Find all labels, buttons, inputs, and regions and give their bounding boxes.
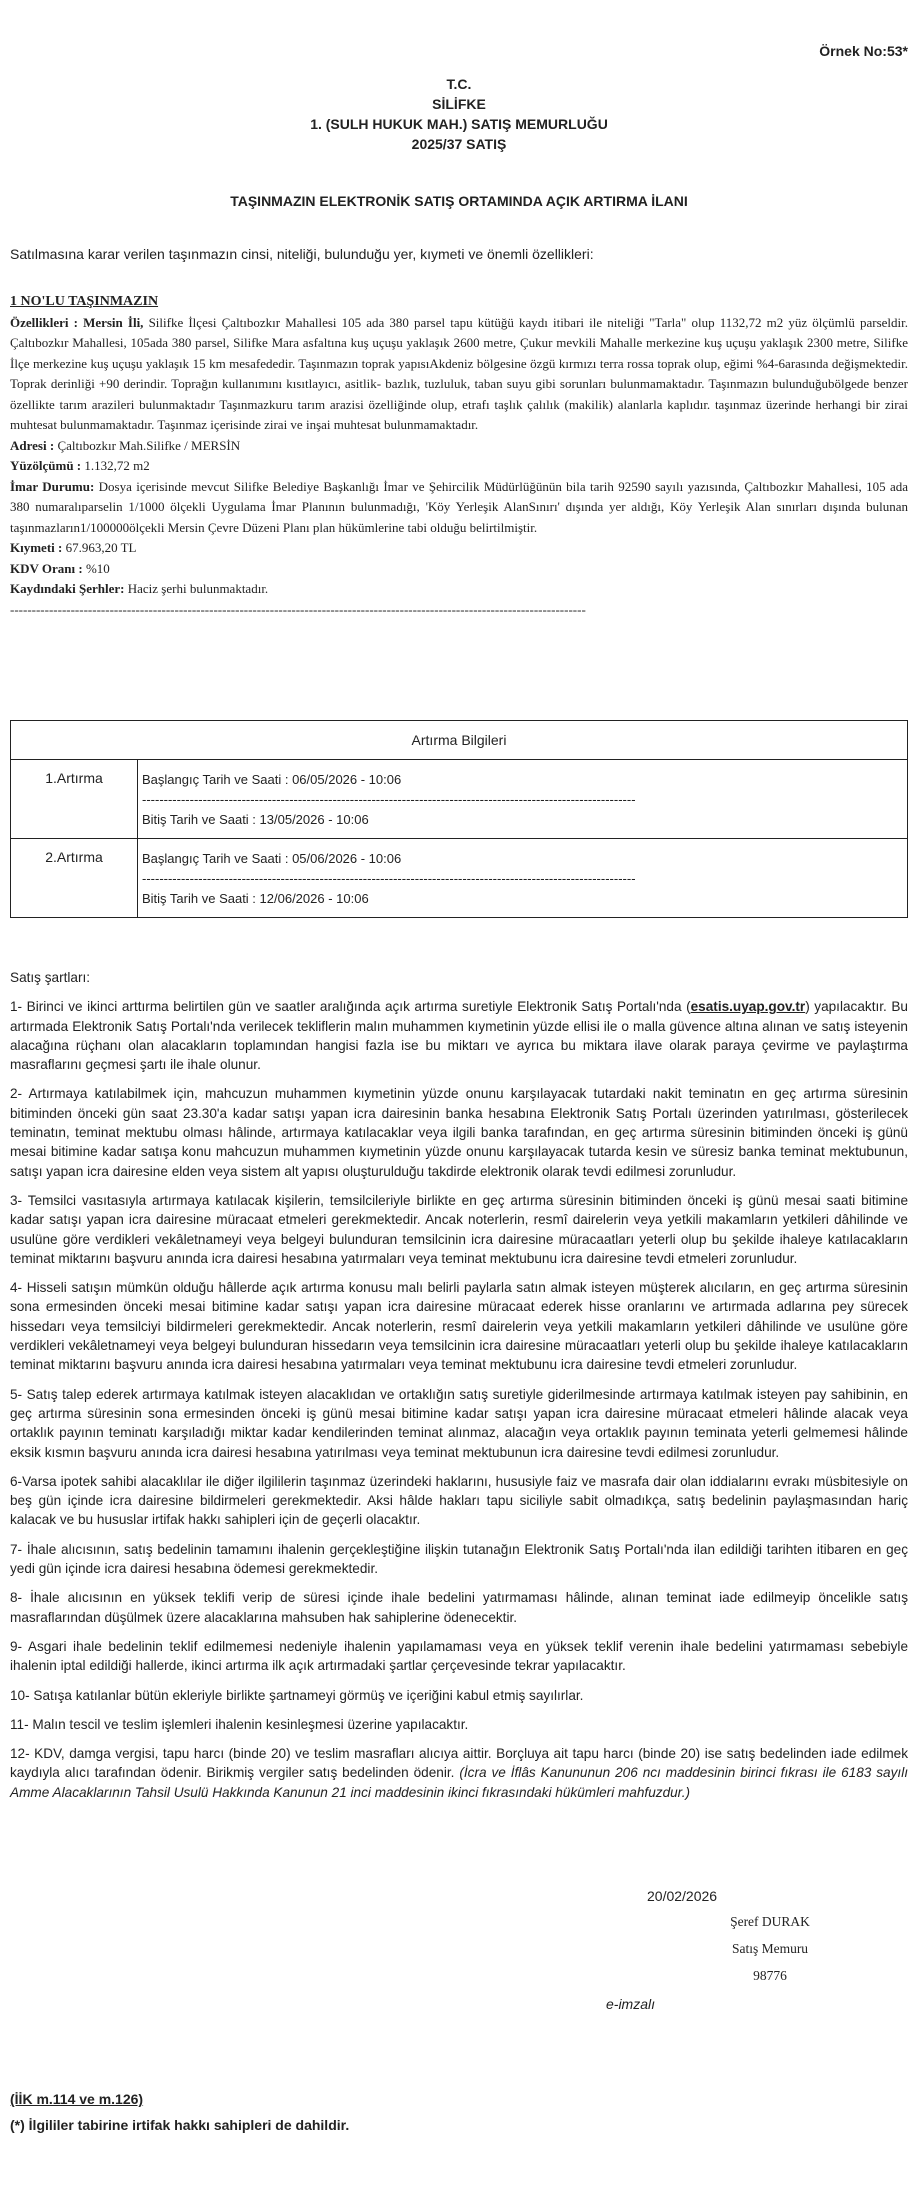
property-value (10, 538, 908, 559)
property-zoning (10, 477, 908, 539)
condition-6: 6-Varsa ipotek sahibi alacaklılar ile diğer ilgililerin taşınmaz üzerindeki haklarını, hususiyle faiz ve masrafa dair olan iddialarını evrakı müsbitesiyle on beş gün içinde icra dairesine bildirmeleri gerekmektedir. Aksi hâlde hakları tapu siciliyle sabit olmadıkça, satış bedelinin paylaşmasından hariç kalacak ve bu hususlar irtifak hakkı sahipleri için de geçerli olacaktır. (10, 1473, 908, 1528)
features-text: Silifke İlçesi Çaltıbozkır Mahallesi 105 ada 380 parsel tapu kütüğü kaydı itibari ile niteliği "Tarla" olup 1132,72 m2 yüz ölçümlü parseldir. Çaltıbozkır Mahallesi, 105ada 380 parsel, Silifke Mara asfaltına kuş uçuşu yaklaşık 2600 metre, Çukur mevkili Mahalle merkezine kuş uçuşu yaklaşık 2300 metre, Silifke İlçe merkezine kuş uçuşu yaklaşık 15 km mesafededir. Taşınmazın toprak yapısıAkdeniz bölgesine özgü kırmızı terra rossa toprak olup, eğimi %4-6arasında değişmektedir. Toprak derinliği +90 derindir. Toprağın kullanımını kısıtlayıcı, asitlik- bazlık, tuzluluk, taban suyu gibi sorunları bulunmamaktadır. Taşınmazın bulunduğubölgede benzer özellikte tarım arazileri bulunmaktadır Taşınmazkuru tarım arazisi özelliğinde olup, etrafı taşlık çalılık (makilik) alanlarla kaplıdır. taşınmaz üzerinde herhangi bir zirai muhtesat bulunmamaktadır. Taşınmaz içerisinde zirai ve inşai muhtesat bulunmamaktadır. (10, 314, 908, 432)
legal-reference-text: (İİK m.114 ve m.126) (10, 2091, 144, 2107)
condition-12 (10, 1744, 908, 1802)
annotations-value: Haciz şerhi bulunmaktadır. (124, 581, 269, 596)
condition-1-text-b: ) yapılacaktır. Bu artırmada Elektronik Satış Portalı'nda verilecek tekliflerin malın muhammen kıymetinin yüzde ellisi ile o malla güvence altına alınan ve satış isteyenin alacağına rüçhanı olan alacakların toplamından hangisi fazla ise bu miktarı ve ayrıca bu miktara ilave olarak paraya çevirme ve paylaştırma masraflarını geçmesi şartı ile ihale olunur. (10, 999, 908, 1073)
condition-1-text-a: 1- Birinci ve ikinci arttırma belirtilen gün ve saatler aralığında açık artırma suretiyle Elektronik Satış Portalı'nda ( (10, 999, 691, 1015)
signatory-role: Satış Memuru (731, 1941, 809, 1956)
property-area (10, 456, 908, 477)
property-annotations (10, 579, 908, 600)
condition-11: 11- Malın tescil ve teslim işlemleri ihalenin kesinleşmesi üzerine yapılacaktır. (10, 1716, 469, 1732)
signatory-name: Şeref DURAK (730, 1914, 810, 1929)
condition-7: 7- İhale alıcısının, satış bedelinin tamamını ihalenin gerçekleştiğine ilişkin tutanağın Elektronik Satış Portalı'nda ilan edildiği tarihten itibaren en geç yedi gün içinde icra dairesi hesabına ödemesi gerekmektedir. (10, 1541, 908, 1577)
condition-8: 8- İhale alıcısının en yüksek teklifi verip de süresi içinde ihale bedelini yatırmaması hâlinde, alınan teminat iade edilmeyip öncelikle satış masraflarından düşülmek üzere alacaklarına mahsuben hak sahiplerine ödenecektir. (10, 1590, 908, 1625)
vat-label: KDV Oranı : (10, 560, 83, 576)
document-header (10, 74, 908, 154)
sale-conditions (10, 968, 908, 1812)
address-label: Adresi : (10, 437, 55, 453)
intro-text: Satılmasına karar verilen taşınmazın cinsi, niteliği, bulunduğu yer, kıymeti ve önemli özellikleri: (10, 246, 594, 262)
condition-2: 2- Artırmaya katılabilmek için, mahcuzun muhammen kıymetinin yüzde onunu karşılayacak tutardaki nakit teminatın en geç artırma süresinin bitiminden önceki gün saat 23.30'a kadar satışı yapan icra dairesinin banka hesabına Elektronik Satış Portalı üzerinden yatırılması, gösterilecek teminatın, teminat mektubu olması hâlinde, artırmaya katılacaklar veya ilgili banka tarafından, en geç artırma süresinin bitiminden önceki iş günü mesai bitimine kadar satışa konu mahcuzun muhammen kıymetinin yüzde onunu karşılayacak tutarda kesin ve süresiz banka teminat mektubunun, satışı yapan icra dairesine elden veya sistem alt yapısı oluşturulduğu takdirde elektronik olarak tevdi edilmesi zorunludur. (10, 1086, 908, 1179)
auction-dates (138, 760, 908, 839)
legal-reference (10, 2091, 143, 2107)
table-row (11, 839, 908, 918)
zoning-label: İmar Durumu: (10, 478, 95, 494)
auction-table-header: Artırma Bilgileri (11, 721, 908, 760)
condition-1 (10, 997, 908, 1074)
value-amount: 67.963,20 TL (62, 540, 137, 555)
conditions-heading: Satış şartları: (10, 970, 91, 985)
auction-end: Bitiş Tarih ve Saati : 12/06/2026 - 10:06 (142, 891, 369, 906)
signature-date: 20/02/2026 (647, 1888, 718, 1904)
area-value: 1.132,72 m2 (81, 458, 150, 473)
property-address (10, 436, 908, 457)
page-title: TAŞINMAZIN ELEKTRONİK SATIŞ ORTAMINDA AÇIK ARTIRMA İLANI (230, 193, 688, 209)
condition-5: 5- Satış talep ederek artırmaya katılmak isteyen alacaklıdan ve ortaklığın satış suretiyle giderilmesinde artırmaya katılmak isteyen pay sahibinin, en geç artırma süresinin sona ermesinden önceki iş günü mesai bitimine kadar satışı yapan icra dairesine müracaat etmeleri hâlinde alacak veya ortaklık payının teminatı karşıladığı miktar kadar kendilerinden teminat alınmaz, alacağın veya ortaklık payının teminata yeterli gelmemesi hâlinde eksik kısmın başvuru anında icra dairesi hesabına yatırılması veya teminat mektubunun icra dairesine tevdi edilmesi zorunludur. (10, 1386, 908, 1460)
signatory-number: 98776 (753, 1968, 787, 1983)
auction-label: 1.Artırma (11, 760, 138, 839)
property-features (10, 313, 908, 436)
auction-table (10, 720, 908, 918)
condition-12-legal-note: (İcra ve İflâs Kanununun 206 ncı maddesinin birinci fıkrası ile 6183 sayılı Amme Alacaklarının Tahsil Usulü Hakkında Kanunun 21 inci maddesinin ikinci fıkrasındaki hükümleri mahfuzdur.) (10, 1765, 908, 1800)
vat-value: %10 (82, 560, 110, 576)
header-city: SİLİFKE (432, 96, 486, 112)
condition-10: 10- Satışa katılanlar bütün ekleriyle birlikte şartnameyi görmüş ve içeriğini kabul etmiş sayılırlar. (10, 1687, 584, 1703)
condition-4: 4- Hisseli satışın mümkün olduğu hâllerde açık artırma konusu malı belirli paylarla satın almak isteyen müşterek alıcıların, en geç artırma süresinin sona ermesinden önceki mesai bitimine kadar satışı yapan icra dairesine müracaat ederek hisse oranlarını ve artırmada adlarına pey sürecek hissedarı veya temsilciyi bildirmeleri gerekmektedir. Ancak noterlerin, resmî dairelerin veya yetkili makamların yetkileri dâhilinde ve usulüne göre verdikleri vekâletnameyi veya belgeyi bulunduran hissedarın veya temsilcinin icra dairesine müracaatları yeterli olup bu şekilde ihaleye katılacakların teminat miktarını başvuru anında icra dairesi hesabına yatırmaları veya teminat mektubunu icra dairesine tevdi etmeleri zorunludur. (10, 1280, 908, 1373)
footnote: (*) İlgililer tabirine irtifak hakkı sahipleri de dahildir. (10, 2117, 350, 2133)
property-vat (10, 559, 908, 580)
row-separator: ------------------------------------------------------------------------------------------------------------------ (142, 871, 636, 886)
header-file-number: 2025/37 SATIŞ (411, 136, 507, 152)
auction-start: Başlangıç Tarih ve Saati : 05/06/2026 - 10:06 (142, 851, 402, 866)
auction-label: 2.Artırma (11, 839, 138, 918)
condition-3: 3- Temsilci vasıtasıyla artırmaya katılacak kişilerin, temsilcileriyle birlikte en geç artırma süresinin bitiminden önceki iş günü mesai saati bitimine kadar satışı yapan icra dairesine müracaat etmeleri gerekmektedir. Ancak noterlerin, resmî dairelerin veya yetkili makamların yetkileri dâhilinde ve usulüne göre verdikleri vekâletnameyi veya belgeyi bulunduran temsilcinin icra dairesine müracaatları yeterli olup bu şekilde ihaleye katılacakların teminat miktarını başvuru anında icra dairesi hesabına yatırmaları veya teminat mektubunu icra dairesine tevdi etmeleri zorunludur. (10, 1192, 908, 1266)
table-row (11, 760, 908, 839)
auction-end: Bitiş Tarih ve Saati : 13/05/2026 - 10:06 (142, 812, 369, 827)
auction-start: Başlangıç Tarih ve Saati : 06/05/2026 - 10:06 (142, 772, 402, 787)
property-section (10, 292, 908, 620)
row-separator: ------------------------------------------------------------------------------------------------------------------ (142, 792, 636, 807)
address-value: Çaltıbozkır Mah.Silifke / MERSİN (54, 437, 241, 453)
annotations-label: Kaydındaki Şerhler: (10, 581, 125, 596)
area-label: Yüzölçümü : (10, 458, 82, 473)
header-tc: T.C. (446, 76, 472, 92)
value-label: Kıymeti : (10, 540, 63, 555)
document-page (10, 0, 908, 2200)
property-heading: 1 NO'LU TAŞINMAZIN (10, 294, 159, 309)
esatis-link[interactable]: esatis.uyap.gov.tr (690, 999, 806, 1015)
zoning-value: Dosya içerisinde mevcut Silifke Belediye Başkanlığı İmar ve Şehircilik Müdürlüğünün bila tarih 92590 sayılı yazısında, Çaltıbozkır Mahallesi, 105 ada 380 numaralıparselin 1/1000 ölçekli Uygulama İmar Planının bulunmadığı, 'Köy Yerleşik AlanSınırı' dışında yer aldığı, Köy Yerleşik Alan sınırları dışında bulunan taşınmazların1/100000ölçekli Mersin Çevre Düzeni Planı plan hükümlerine tabi olduğu belirtilmiştir. (10, 478, 908, 535)
condition-9: 9- Asgari ihale bedelinin teklif edilmemesi nedeniyle ihalenin yapılamaması veya en yüksek teklif verenin ihale bedelini yatırmaması sebebiyle ihalenin iptal edildiği hallerde, ikinci artırma ilk açık artırmadaki şartlar çerçevesinde tekrar yapılacaktır. (10, 1638, 908, 1674)
example-number: Örnek No:53* (819, 43, 908, 59)
features-label: Özellikleri : Mersin İli, (10, 314, 144, 330)
e-signature-label: e-imzalı (606, 1996, 656, 2012)
condition-12-text: 12- KDV, damga vergisi, tapu harcı (binde 20) ve teslim masrafları alıcıya aittir. Borçluya ait tapu harcı (binde 20) ise satış bedelinden iade edilmek kaydıyla alıcı tarafından ödenir. Birikmiş vergiler satış bedelinden ödenir. (10, 1746, 908, 1781)
separator-line: ------------------------------------------------------------------------------------------------------------------------------------- (10, 601, 586, 617)
header-office: 1. (SULH HUKUK MAH.) SATIŞ MEMURLUĞU (310, 116, 608, 132)
auction-dates (138, 839, 908, 918)
